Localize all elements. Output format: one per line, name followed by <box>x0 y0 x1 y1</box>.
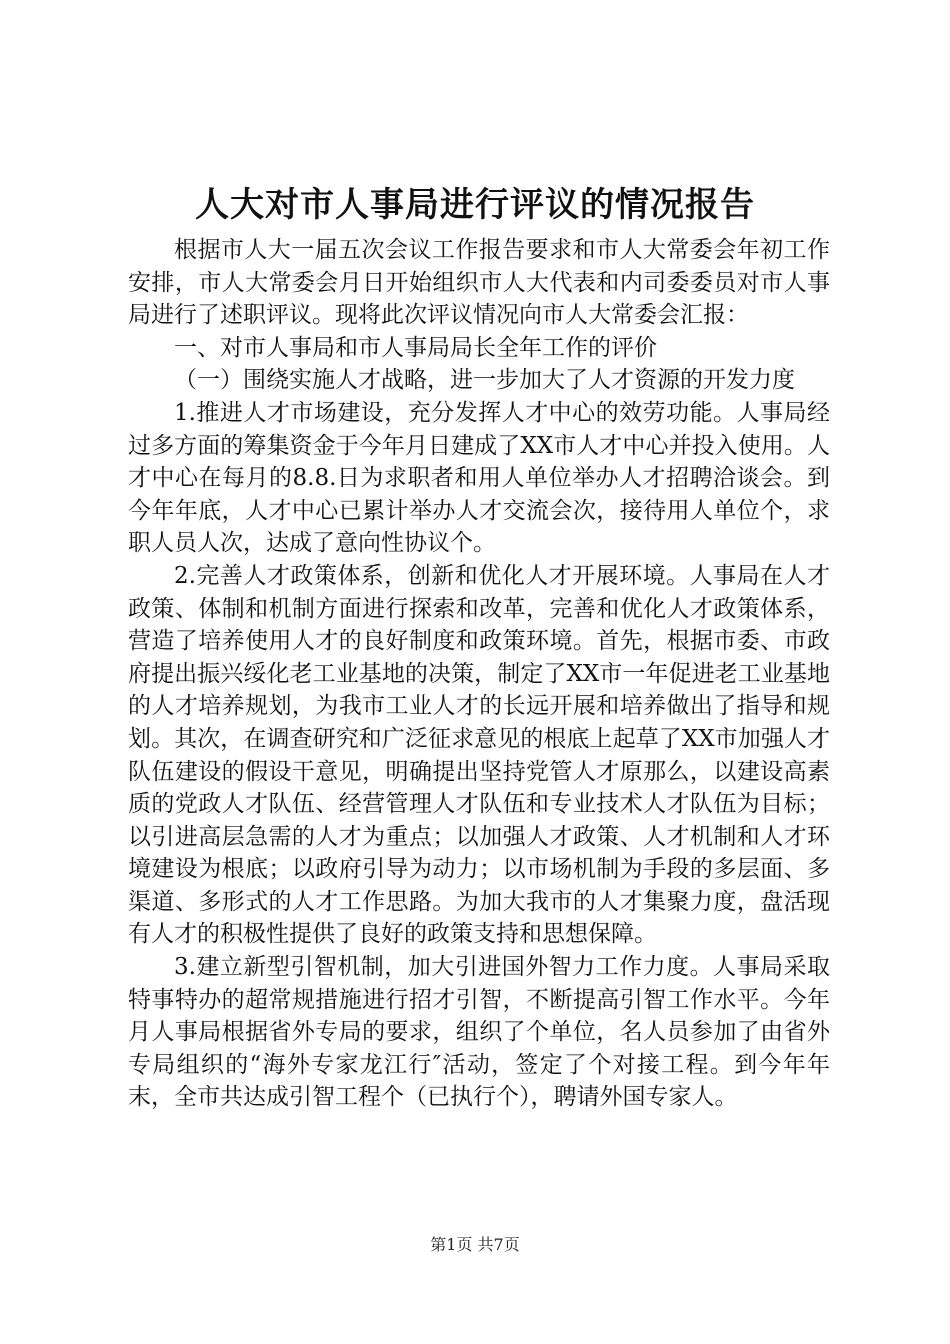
paragraph-intro: 根据市人大一届五次会议工作报告要求和市人大常委会年初工作安排，市人大常委会月日开始组织市人大代表和内司委委员对市人事局进行了述职评议。现将此次评议情况向市人大常委会汇报： <box>128 237 830 329</box>
paragraph-item-2: 2.完善人才政策体系，创新和优化人才开展环境。人事局在人才政策、体制和机制方面进行探索和改革，完善和优化人才政策体系，营造了培养使用人才的良好制度和政策环境。首先，根据市委、市政府提出振兴绥化老工业基地的决策，制定了XX市一年促进老工业基地的人才培养规划，为我市工业人才的长远开展和培养做出了指导和规划。其次，在调查研究和广泛征求意见的根底上起草了XX市加强人才队伍建设的假设干意见，明确提出坚持党管人才原那么，以建设高素质的党政人才队伍、经营管理人才队伍和专业技术人才队伍为目标；以引进高层急需的人才为重点；以加强人才政策、人才机制和人才环境建设为根底；以政府引导为动力；以市场机制为手段的多层面、多渠道、多形式的人才工作思路。为加大我市的人才集聚力度，盘活现有人才的积极性提供了良好的政策支持和思想保障。 <box>128 562 830 948</box>
paragraph-item-1: 1.推进人才市场建设，充分发挥人才中心的效劳功能。人事局经过多方面的筹集资金于今年月日建成了XX市人才中心并投入使用。人才中心在每月的8.8.日为求职者和用人单位举办人才招聘洽谈会。到今年年底，人才中心已累计举办人才交流会次，接待用人单位个，求职人员人次，达成了意向性协议个。 <box>128 399 830 557</box>
document-body <box>128 234 830 1114</box>
section-heading-1: 一、对市人事局和市人事局局长全年工作的评价 <box>174 334 657 361</box>
document-title: 人大对市人事局进行评议的情况报告 <box>195 185 755 225</box>
page-number: 第1页 共7页 <box>430 1235 520 1254</box>
paragraph-item-3: 3.建立新型引智机制，加大引进国外智力工作力度。人事局采取特事特办的超常规措施进行招才引智，不断提高引智工作水平。今年月人事局根据省外专局的要求，组织了个单位，名人员参加了由省外专局组织的“海外专家龙江行″活动，签定了个对接工程。到今年年末，全市共达成引智工程个（已执行个），聘请外国专家人。 <box>128 954 830 1111</box>
subsection-heading-1: （一）围绕实施人才战略，进一步加大了人才资源的开发力度 <box>174 367 795 394</box>
